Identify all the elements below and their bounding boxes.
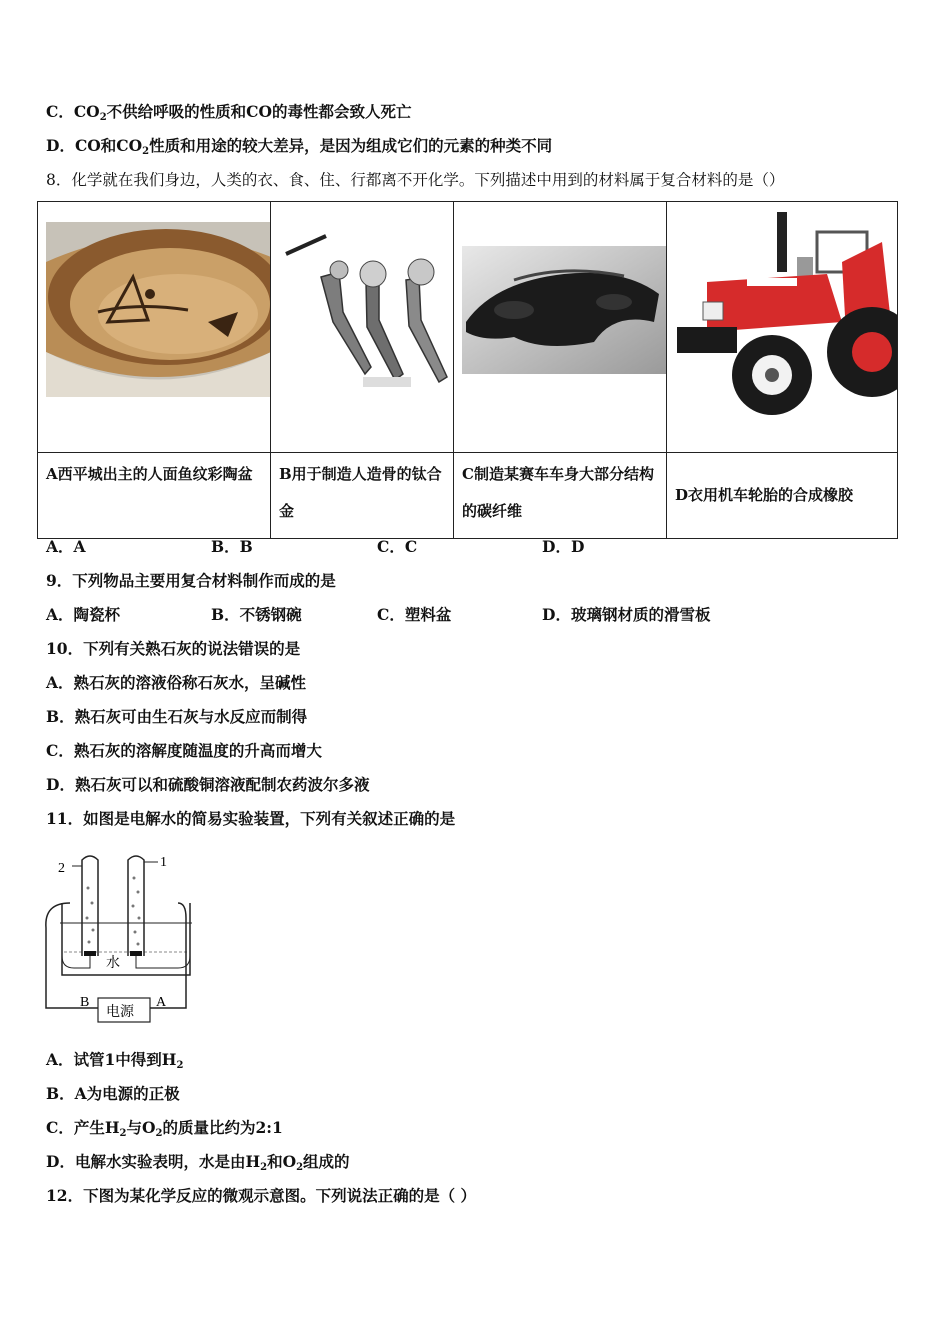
q9-option-b[interactable]: B．不锈钢碗 xyxy=(211,605,302,624)
carbon-fiber-race-car-body-image xyxy=(454,202,667,448)
test-tube-right xyxy=(128,856,144,956)
caption-a: A西平城出主的人面鱼纹彩陶盆 xyxy=(38,453,271,539)
q12-stem: 12．下图为某化学反应的微观示意图。下列说法正确的是（ ） xyxy=(46,1186,476,1205)
bowl-image-cell xyxy=(38,202,271,453)
q7-option-d: D．CO和$CO_2$性质和用途的较大差异，是因为组成它们的元素的种类不同 xyxy=(46,136,553,157)
wire-right xyxy=(150,903,186,1008)
carbon-fiber-image-cell xyxy=(454,202,667,453)
q9-stem: 9．下列物品主要用复合材料制作而成的是 xyxy=(46,571,336,590)
water-label: 水 xyxy=(106,956,120,971)
q10-option-a[interactable]: A．熟石灰的溶液俗称石灰水，呈碱性 xyxy=(46,673,307,692)
electrode-label-a: A xyxy=(156,995,167,1010)
q9-option-c[interactable]: C．塑料盆 xyxy=(377,605,452,624)
q10-option-b[interactable]: B．熟石灰可由生石灰与水反应而制得 xyxy=(46,707,308,726)
q9-option-a[interactable]: A．陶瓷杯 xyxy=(46,605,121,624)
q8-material-table xyxy=(37,201,898,539)
q10-option-c[interactable]: C．熟石灰的溶解度随温度的升高而增大 xyxy=(46,741,322,760)
q8-option-d[interactable]: D．D xyxy=(542,537,585,556)
electrode-left xyxy=(84,951,96,956)
electrode-label-b: B xyxy=(80,995,90,1010)
q10-stem: 10．下列有关熟石灰的说法错误的是 xyxy=(46,639,301,658)
power-supply-label: 电源 xyxy=(106,1005,134,1020)
tube-label-1: 1 xyxy=(160,855,167,870)
q10-option-d[interactable]: D．熟石灰可以和硫酸铜溶液配制农药波尔多液 xyxy=(46,775,370,794)
q11-option-b[interactable]: B．A为电源的正极 xyxy=(46,1084,180,1103)
farm-tractor-image xyxy=(667,202,898,448)
q9-option-d[interactable]: D．玻璃钢材质的滑雪板 xyxy=(542,605,711,624)
q11-option-d[interactable]: D．电解水实验表明，水是由$H_2$和$O_2$组成的 xyxy=(46,1152,350,1173)
titanium-artificial-bone-image xyxy=(271,202,454,448)
painted-pottery-bowl-image xyxy=(38,202,271,448)
water-electrolysis-apparatus-diagram xyxy=(40,848,200,1028)
q11-stem: 11．如图是电解水的简易实验装置，下列有关叙述正确的是 xyxy=(46,809,456,828)
caption-c: C制造某赛车车身大部分结构的碳纤维 xyxy=(454,453,667,539)
tube-label-2: 2 xyxy=(58,861,65,876)
wire-bend-left xyxy=(62,956,90,968)
caption-d: D衣用机车轮胎的合成橡胶 xyxy=(667,453,898,539)
q8-option-b[interactable]: B．B xyxy=(211,537,253,556)
beaker-outline xyxy=(62,903,190,975)
gas-bubbles xyxy=(86,877,141,946)
electrode-right xyxy=(130,951,142,956)
titanium-bone-image-cell xyxy=(271,202,454,453)
q8-option-a[interactable]: A．A xyxy=(46,537,86,556)
q7-option-c: C．$CO_2$不供给呼吸的性质和CO的毒性都会致人死亡 xyxy=(46,102,412,123)
wire-bend-right xyxy=(136,956,190,968)
q8-stem: 8．化学就在我们身边，人类的衣、食、住、行都离不开化学。下列描述中用到的材料属于复合材料的是（） xyxy=(46,171,785,189)
caption-b: B用于制造人造骨的钛合金 xyxy=(271,453,454,539)
tractor-image-cell xyxy=(667,202,898,453)
q11-option-c[interactable]: C．产生$H_2$与$O_2$的质量比约为2:1 xyxy=(46,1118,283,1139)
q11-option-a[interactable]: A．试管1中得到$H_2$ xyxy=(46,1050,184,1071)
q8-option-c[interactable]: C．C xyxy=(377,537,418,556)
